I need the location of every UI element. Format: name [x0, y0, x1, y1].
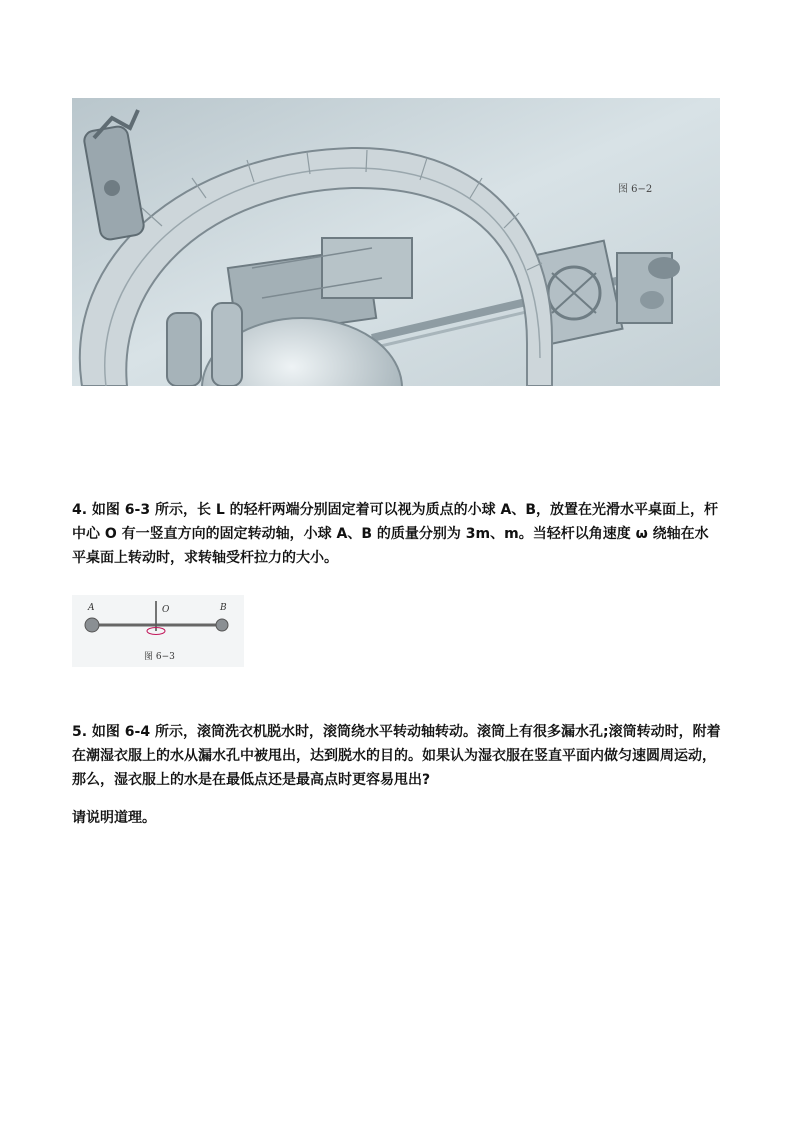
question-4-text: 4. 如图 6-3 所示，长 L 的轻杆两端分别固定着可以视为质点的小球 A、B，放置在光滑水平桌面上，杆中心 O 有一竖直方向的固定转动轴，小球 A、B 的质量分别为 3m、m。当轻杆以角速度 ω 绕轴在水平桌面上转动时，求转轴受杆拉力的大小。	[72, 502, 719, 566]
figure-6-3-caption: 图 6−3	[144, 652, 175, 662]
question-5-followup: 请说明道理。	[72, 810, 156, 826]
figure-6-2-caption: 图 6−2	[618, 184, 653, 195]
ball-a	[85, 618, 99, 632]
label-o: O	[162, 605, 170, 615]
space-station-figure	[72, 98, 720, 386]
figure-6-3	[72, 595, 244, 667]
label-b: B	[220, 603, 227, 613]
ball-b	[216, 619, 228, 631]
label-a: A	[88, 603, 95, 613]
question-5-text: 5. 如图 6-4 所示，滚筒洗衣机脱水时，滚筒绕水平转动轴转动。滚筒上有很多漏水孔;滚筒转动时，附着在潮湿衣服上的水从漏水孔中被甩出，达到脱水的目的。如果认为湿衣服在竖直平面内做匀速圆周运动，那么，湿衣服上的水是在最低点还是最高点时更容易甩出?	[72, 724, 721, 788]
space-station-illustration	[72, 98, 720, 386]
